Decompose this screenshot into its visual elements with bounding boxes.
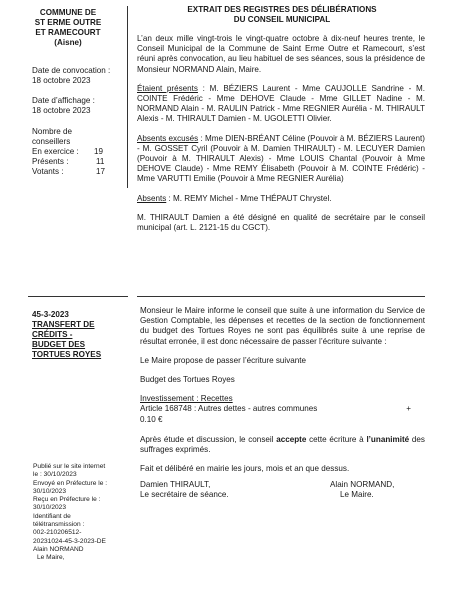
intro-paragraph: L’an deux mille vingt-trois le vingt-quatre octobre à dix-neuf heures trente, le Conseil Municipal de la Commune de Saint Erme Outre et Ramecourt, s’est réuni après convocation, au lieu habituel de ses séances, sous la présidence de Monsieur NORMAND Alain, Maire. — [137, 34, 425, 74]
stamp-line: le : 30/10/2023 — [33, 471, 77, 479]
absents-paragraph — [137, 194, 425, 204]
exercice-value: 19 — [94, 147, 104, 156]
deliberation-title — [32, 310, 128, 360]
stamp-line: Identifiant de — [33, 512, 71, 520]
vote-text-3: des suffrages exprimés. — [140, 434, 425, 455]
stamp-line: 30/10/2023 — [33, 487, 67, 495]
excuses-heading: Absents excusés — [137, 133, 199, 143]
vote-text-1: Après étude et discussion, le conseil — [140, 434, 277, 444]
stamp-line: 20231024-45-3-2023-DE — [33, 537, 106, 545]
fait-paragraph: Fait et délibéré en mairie les jours, mois et an que dessus. — [140, 464, 350, 474]
signature-secretaire — [140, 480, 260, 500]
stamp-line: Alain NORMAND — [33, 545, 84, 553]
right-section-divider — [137, 296, 425, 297]
presents-row — [32, 157, 122, 167]
presents-count-label: Présents : — [32, 157, 69, 166]
vote-unanimite: l’unanimité — [366, 434, 410, 444]
votants-row — [32, 167, 122, 177]
votants-label: Votants : — [32, 167, 64, 176]
stamp-line: Envoyé en Préfecture le : — [33, 479, 108, 487]
publication-stamp — [33, 463, 129, 563]
vote-paragraph — [140, 435, 425, 455]
deliberation-paragraph-2: Le Maire propose de passer l’écriture suivante — [140, 355, 307, 365]
stamp-line: 002-210206512- — [33, 529, 82, 537]
excuses-list: : Mme DIEN-BRÉANT Céline (Pouvoir à M. BÉZIERS Laurent) - M. GOSSET Cyril (Pouvoir à M. Damien THIRAULT) - M. LECUYER Damien (Pouvoir à M. THIRAULT Alexis) - Mme LOUIS Chantal (Pouvoir à Mme DEHOVE Claude) - Mme REMY Élisabeth (Pouvoir à M. COINTE Frédéric) - Mme VARUTTI Emilie (Pouvoir à Mme REGNIER Aurélia) — [137, 133, 425, 184]
deliberation-body — [140, 306, 425, 474]
commune-line-2: ST ERME OUTRE — [34, 18, 102, 27]
presents-list: : M. BÉZIERS Laurent - Mme CAUJOLLE Sandrine - M. COINTE Frédéric - Mme DEHOVE Claude - Mme GILLET Nadine - M. NORMAND Alain - M. RAULIN Patrick - Mme REGNIER Aurélia - M. THIRAULT Alexis - M. THIRAULT Damien - M. UGOLETTI Olivier. — [137, 83, 425, 124]
budget-label: Budget des Tortues Royes — [140, 375, 235, 385]
document-header — [132, 5, 432, 25]
commune-line-1: COMMUNE DE — [39, 8, 97, 17]
stamp-line: Le Maire, — [37, 554, 65, 562]
excuses-paragraph — [137, 134, 425, 185]
secretaire-name: Damien THIRAULT, — [140, 480, 211, 489]
affichage-label: Date d’affichage : — [32, 96, 95, 105]
secretaire-paragraph: M. THIRAULT Damien a été désigné en qualité de secrétaire par le conseil municipal (art. L. 2121-15 du CGCT). — [137, 212, 425, 233]
article-label: Article 168748 : Autres dettes - autres communes — [140, 404, 318, 414]
deliberation-title-line-5: TORTUES ROYES — [32, 350, 102, 359]
plus-sign: + — [406, 404, 411, 414]
presents-paragraph — [137, 84, 425, 125]
presents-heading: Étaient présents — [137, 83, 198, 93]
convocation-date — [32, 66, 122, 86]
commune-line-3: ET RAMECOURT — [35, 28, 101, 37]
deliberation-title-line-2: TRANSFERT DE — [32, 320, 95, 329]
presents-count-value: 11 — [96, 157, 105, 166]
stamp-line: 30/10/2023 — [33, 504, 67, 512]
exercice-label: En exercice : — [32, 147, 79, 156]
signature-maire — [330, 480, 430, 500]
nombre-label-1: Nombre de — [32, 127, 73, 136]
absents-heading: Absents — [137, 193, 167, 203]
deliberation-number: 45-3-2023 — [32, 310, 69, 319]
deliberation-title-line-3: CRÉDITS - — [32, 330, 73, 339]
column-divider-top — [127, 6, 128, 188]
deliberation-paragraph-1: Monsieur le Maire informe le conseil que suite à une information du Service de Gestion Comptable, les dépenses et recettes de la section de fonctionnement du budget des Tortues Royes ne sont pas équilibrés suite à une reprise de résultat erronée, il est donc nécessaire de passer l’écriture suivante : — [140, 306, 425, 346]
convocation-label: Date de convocation : — [32, 66, 111, 75]
commune-block — [20, 8, 116, 48]
investissement-label: Investissement : Recettes — [140, 394, 233, 404]
maire-role: Le Maire. — [340, 490, 374, 500]
affichage-value: 18 octobre 2023 — [32, 106, 91, 115]
maire-name: Alain NORMAND, — [330, 480, 395, 489]
article-row — [140, 404, 425, 414]
header-title-line-1: EXTRAIT DES REGISTRES DES DÉLIBÉRATIONS — [187, 5, 377, 14]
article-amount: 0.10 € — [140, 414, 163, 424]
vote-text-2: cette écriture à — [306, 434, 367, 444]
left-section-divider — [28, 296, 128, 297]
header-title-line-2: DU CONSEIL MUNICIPAL — [233, 15, 331, 24]
exercice-row — [32, 147, 122, 157]
affichage-date — [32, 96, 122, 116]
votants-value: 17 — [96, 167, 106, 176]
stamp-line: Reçu en Préfecture le : — [33, 496, 101, 504]
absents-list: : M. REMY Michel - Mme THÉPAUT Chrystel. — [166, 193, 332, 203]
secretaire-role: Le secrétaire de séance. — [140, 490, 229, 500]
stamp-line: télétransmission : — [33, 521, 85, 529]
vote-accepte: accepte — [276, 434, 307, 444]
convocation-value: 18 octobre 2023 — [32, 76, 91, 85]
deliberation-title-line-4: BUDGET DES — [32, 340, 86, 349]
nombre-label-2: conseillers — [32, 137, 71, 146]
conseillers-count — [32, 127, 122, 177]
commune-line-4: (Aisne) — [54, 38, 82, 47]
stamp-line: Publié sur le site internet — [33, 463, 106, 470]
session-info — [137, 34, 425, 233]
